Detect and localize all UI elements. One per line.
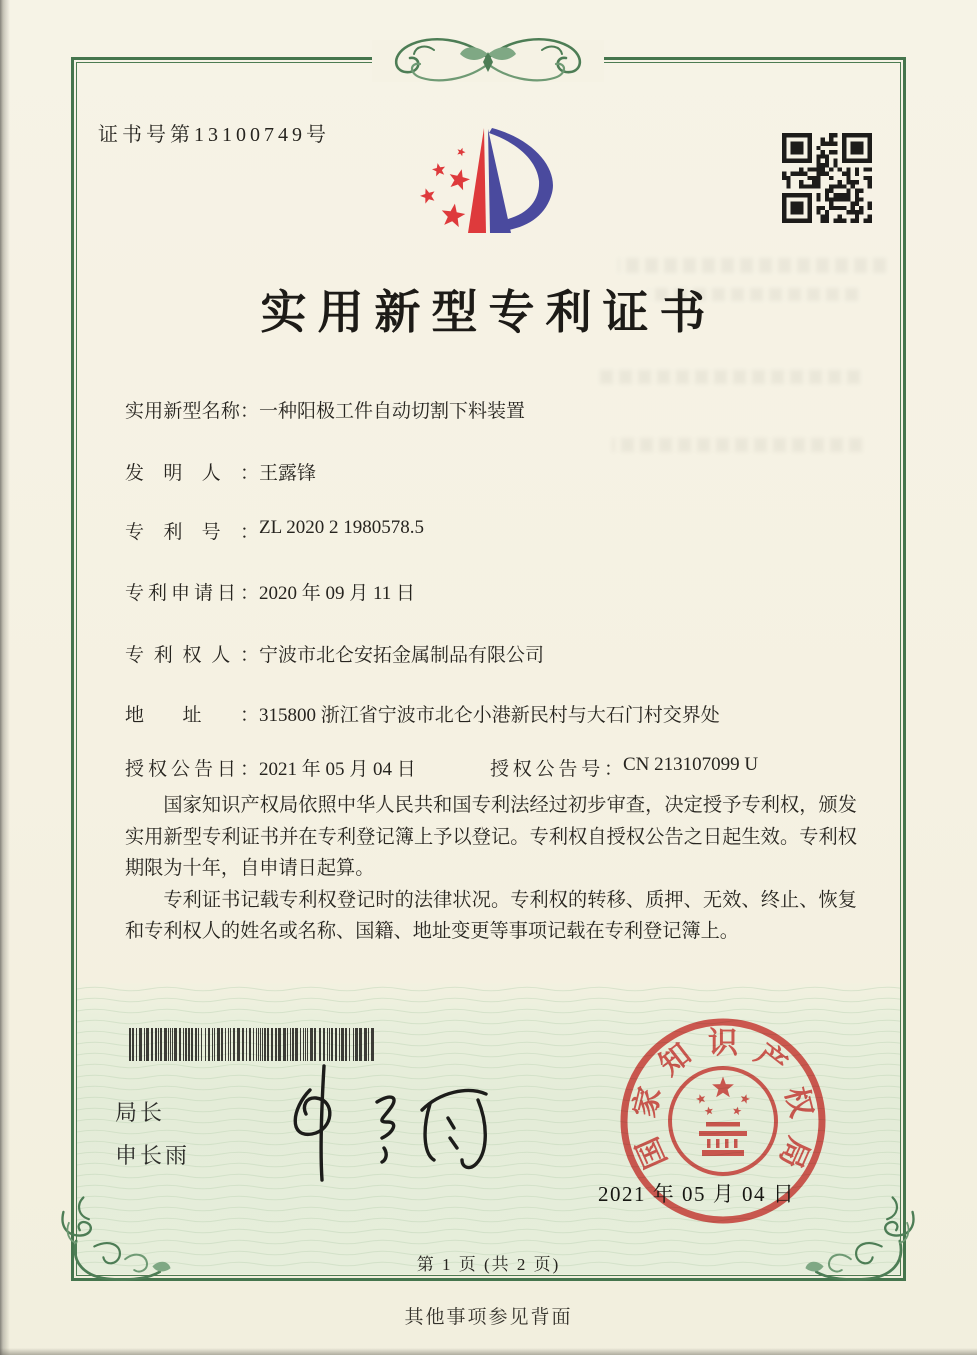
certificate-title: 实用新型专利证书 [260, 287, 717, 338]
field-value: 宁波市北仑安拓金属制品有限公司 [259, 645, 545, 666]
page-number: 第 1 页 (共 2 页) [416, 1255, 561, 1274]
seal-date: 2021 年 05 月 04 日 [598, 1182, 796, 1206]
grant-number [490, 754, 758, 781]
cnipa-logo [416, 120, 566, 240]
bottom-left-corner-flourish-icon [58, 1192, 176, 1290]
field-value: 一种阳极工件自动切割下料装置 [259, 401, 526, 422]
field-label: 实用新型名称： [125, 401, 259, 422]
top-border-scroll-ornament-icon [338, 24, 638, 88]
svg-text:局: 局 [772, 1132, 815, 1173]
svg-text:产: 产 [748, 1037, 793, 1083]
signatory-title: 局长 [115, 1100, 166, 1125]
field-label: 授权公告号： [490, 759, 623, 780]
field-row-patent-number [125, 517, 865, 544]
back-side-note: 其他事项参见背面 [404, 1307, 573, 1328]
field-label: 专利号： [125, 522, 259, 543]
qr-code [782, 133, 872, 223]
field-row-patentee [125, 640, 865, 667]
field-value: CN 213107099 U [623, 754, 759, 775]
svg-text:权: 权 [778, 1083, 818, 1121]
field-label: 专利权人： [125, 645, 259, 666]
field-value: 王露锋 [259, 463, 317, 484]
director-signature [272, 1058, 512, 1188]
field-row-filing-date [125, 578, 865, 605]
field-value: 2020 年 09 月 11 日 [259, 583, 416, 604]
barcode [128, 1028, 378, 1061]
field-row-utility-model-name [125, 396, 865, 423]
svg-text:家: 家 [628, 1083, 668, 1121]
legal-text-block [125, 790, 857, 948]
field-value: 315800 浙江省宁波市北仑小港新民村与大石门村交界处 [259, 705, 720, 726]
field-label: 授权公告日： [125, 759, 259, 780]
legal-paragraph: 专利证书记载专利权登记时的法律状况。专利权的转移、质押、无效、终止、恢复和专利权人的姓名或名称、国籍、地址变更等事项记载在专利登记簿上。 [125, 889, 857, 942]
field-label: 地址： [125, 705, 259, 726]
field-row-inventor [125, 458, 865, 485]
field-value: 2021 年 05 月 04 日 [259, 759, 416, 780]
field-value: ZL 2020 2 1980578.5 [259, 517, 425, 538]
svg-text:国: 国 [631, 1132, 674, 1173]
grant-date [125, 759, 416, 780]
field-row-address [125, 700, 865, 727]
field-row-grant [125, 754, 865, 781]
svg-text:识: 识 [708, 1027, 738, 1060]
svg-text:知: 知 [653, 1037, 698, 1083]
certificate-number: 证书号第13100749号 [98, 124, 330, 146]
signatory-name: 申长雨 [115, 1143, 191, 1168]
legal-paragraph: 国家知识产权局依照中华人民共和国专利法经过初步审查，决定授予专利权，颁发实用新型专利证书并在专利登记簿上予以登记。专利权自授权公告之日起生效。专利权期限为十年，自申请日起算。 [125, 795, 857, 879]
field-label: 专利申请日： [125, 583, 259, 604]
field-label: 发明人： [125, 463, 259, 484]
